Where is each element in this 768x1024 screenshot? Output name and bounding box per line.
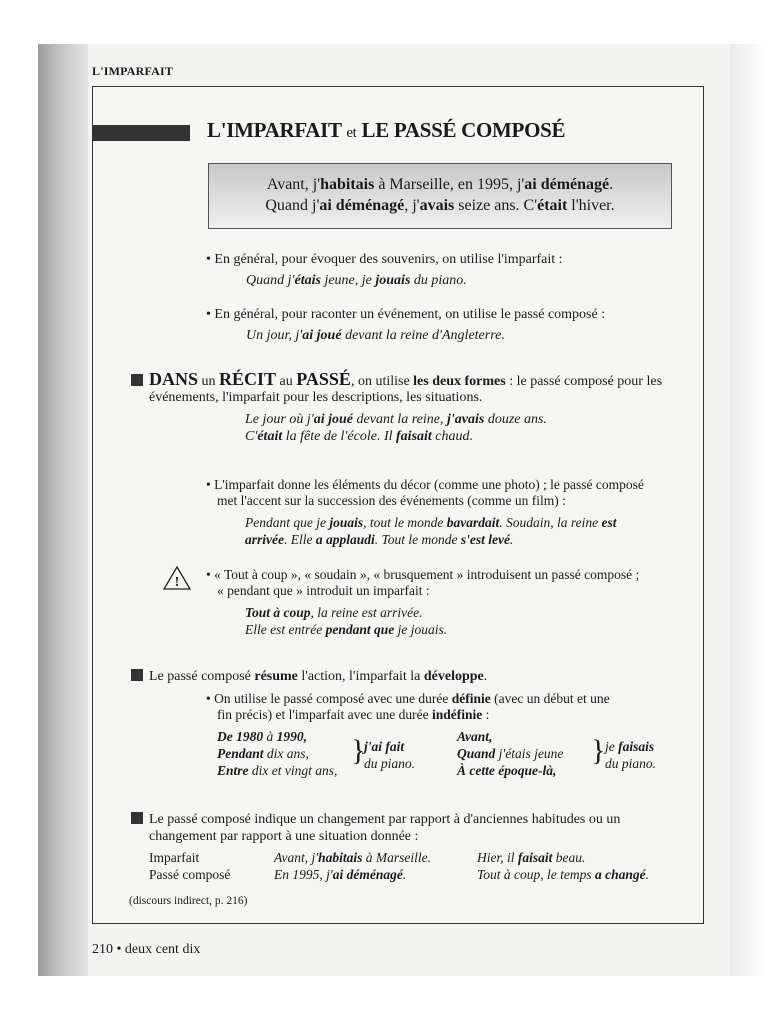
changement-row-pc-ex1: En 1995, j'ai déménagé. (274, 867, 407, 882)
bullet-souvenirs: • En général, pour évoquer des souvenirs, on utilise l'imparfait : (206, 252, 563, 267)
page-title: L'IMPARFAIT et LE PASSÉ COMPOSÉ (207, 118, 566, 142)
page-number: 210 (92, 942, 113, 957)
bullet-connecteurs: • « Tout à coup », « soudain », « brusquement » introduisent un passé composé ; (206, 567, 640, 582)
section-square-icon (131, 812, 143, 824)
recit-line-2: événements, l'imparfait pour les descriptions, les situations. (149, 390, 483, 405)
chapter-header: L'IMPARFAIT (92, 64, 174, 78)
cross-reference-note: (discours indirect, p. 216) (129, 895, 248, 907)
bullet-decor: • L'imparfait donne les éléments du décor (comme une photo) ; le passé composé (206, 477, 644, 492)
section-square-icon (131, 374, 143, 386)
svg-text:!: ! (174, 575, 180, 590)
section-resume: Le passé composé résume l'action, l'imparfait la développe. (131, 668, 487, 685)
changement-line-2: changement par rapport à une situation donnée : (149, 829, 419, 844)
section-square-icon (131, 669, 143, 681)
connecteurs-example-2: Elle est entrée pendant que je jouais. (245, 622, 448, 637)
connecteurs-line-2: « pendant que » introduit un imparfait : (217, 583, 430, 598)
duree-line-2: fin précis) et l'imparfait avec une durée indéfinie : (217, 707, 490, 722)
box-line-1: Avant, j'habitais à Marseille, en 1995, j'ai déménagé. (266, 176, 614, 193)
example-box (208, 163, 672, 229)
bullet-duree: • On utilise le passé composé avec une durée définie (avec un début et une (206, 691, 610, 706)
bullet-evenement: • En général, pour raconter un événement, on utilise le passé composé : (206, 307, 606, 322)
changement-row-imparfait-ex1: Avant, j'habitais à Marseille. (274, 850, 432, 865)
example-evenement: Un jour, j'ai joué devant la reine d'Angleterre. (246, 328, 505, 343)
decor-line-2: met l'accent sur la succession des événements (comme un film) : (217, 493, 566, 508)
recit-example-2: C'était la fête de l'école. Il faisait chaud. (245, 429, 474, 444)
warning-triangle-icon (162, 565, 192, 591)
box-line-2: Quand j'ai déménagé, j'avais seize ans. C'était l'hiver. (265, 197, 615, 214)
example-souvenirs: Quand j'étais jeune, je jouais du piano. (246, 273, 467, 288)
changement-row-passe-compose: Passé composé (149, 867, 231, 882)
book-binding-shadow (38, 44, 88, 976)
page-footer: 210 • deux cent dix (92, 942, 201, 957)
title-bar-decoration (92, 125, 190, 141)
duree-left-column: De 1980 à 1990, Pendant dix ans, Entre dix et vingt ans, (217, 729, 338, 778)
page-number-words: deux cent dix (124, 942, 201, 957)
brace-right: } (591, 734, 606, 767)
recit-example-1: Le jour où j'ai joué devant la reine, j'avais douze ans. (245, 412, 547, 427)
brace-left: } (351, 734, 366, 767)
duree-right-result: je faisais du piano. (605, 739, 657, 771)
duree-left-result: j'ai fait du piano. (364, 739, 416, 771)
changement-row-imparfait-ex2: Hier, il faisait beau. (477, 850, 586, 865)
changement-row-pc-ex2: Tout à coup, le temps a changé. (477, 867, 649, 882)
duree-right-column: Avant, Quand j'étais jeune À cette époque-là, (457, 729, 564, 778)
decor-example-1: Pendant que je jouais, tout le monde bavardait. Soudain, la reine est (245, 515, 617, 530)
section-changement: Le passé composé indique un changement par rapport à d'anciennes habitudes ou un (131, 811, 620, 828)
connecteurs-example-1: Tout à coup, la reine est arrivée. (245, 605, 423, 620)
section-recit: DANS un RÉCIT au PASSÉ, on utilise les deux formes : le passé composé pour les (131, 371, 662, 390)
page-edge (730, 44, 768, 976)
decor-example-2: arrivée. Elle a applaudi. Tout le monde s'est levé. (245, 532, 514, 547)
changement-row-imparfait: Imparfait (149, 850, 200, 865)
